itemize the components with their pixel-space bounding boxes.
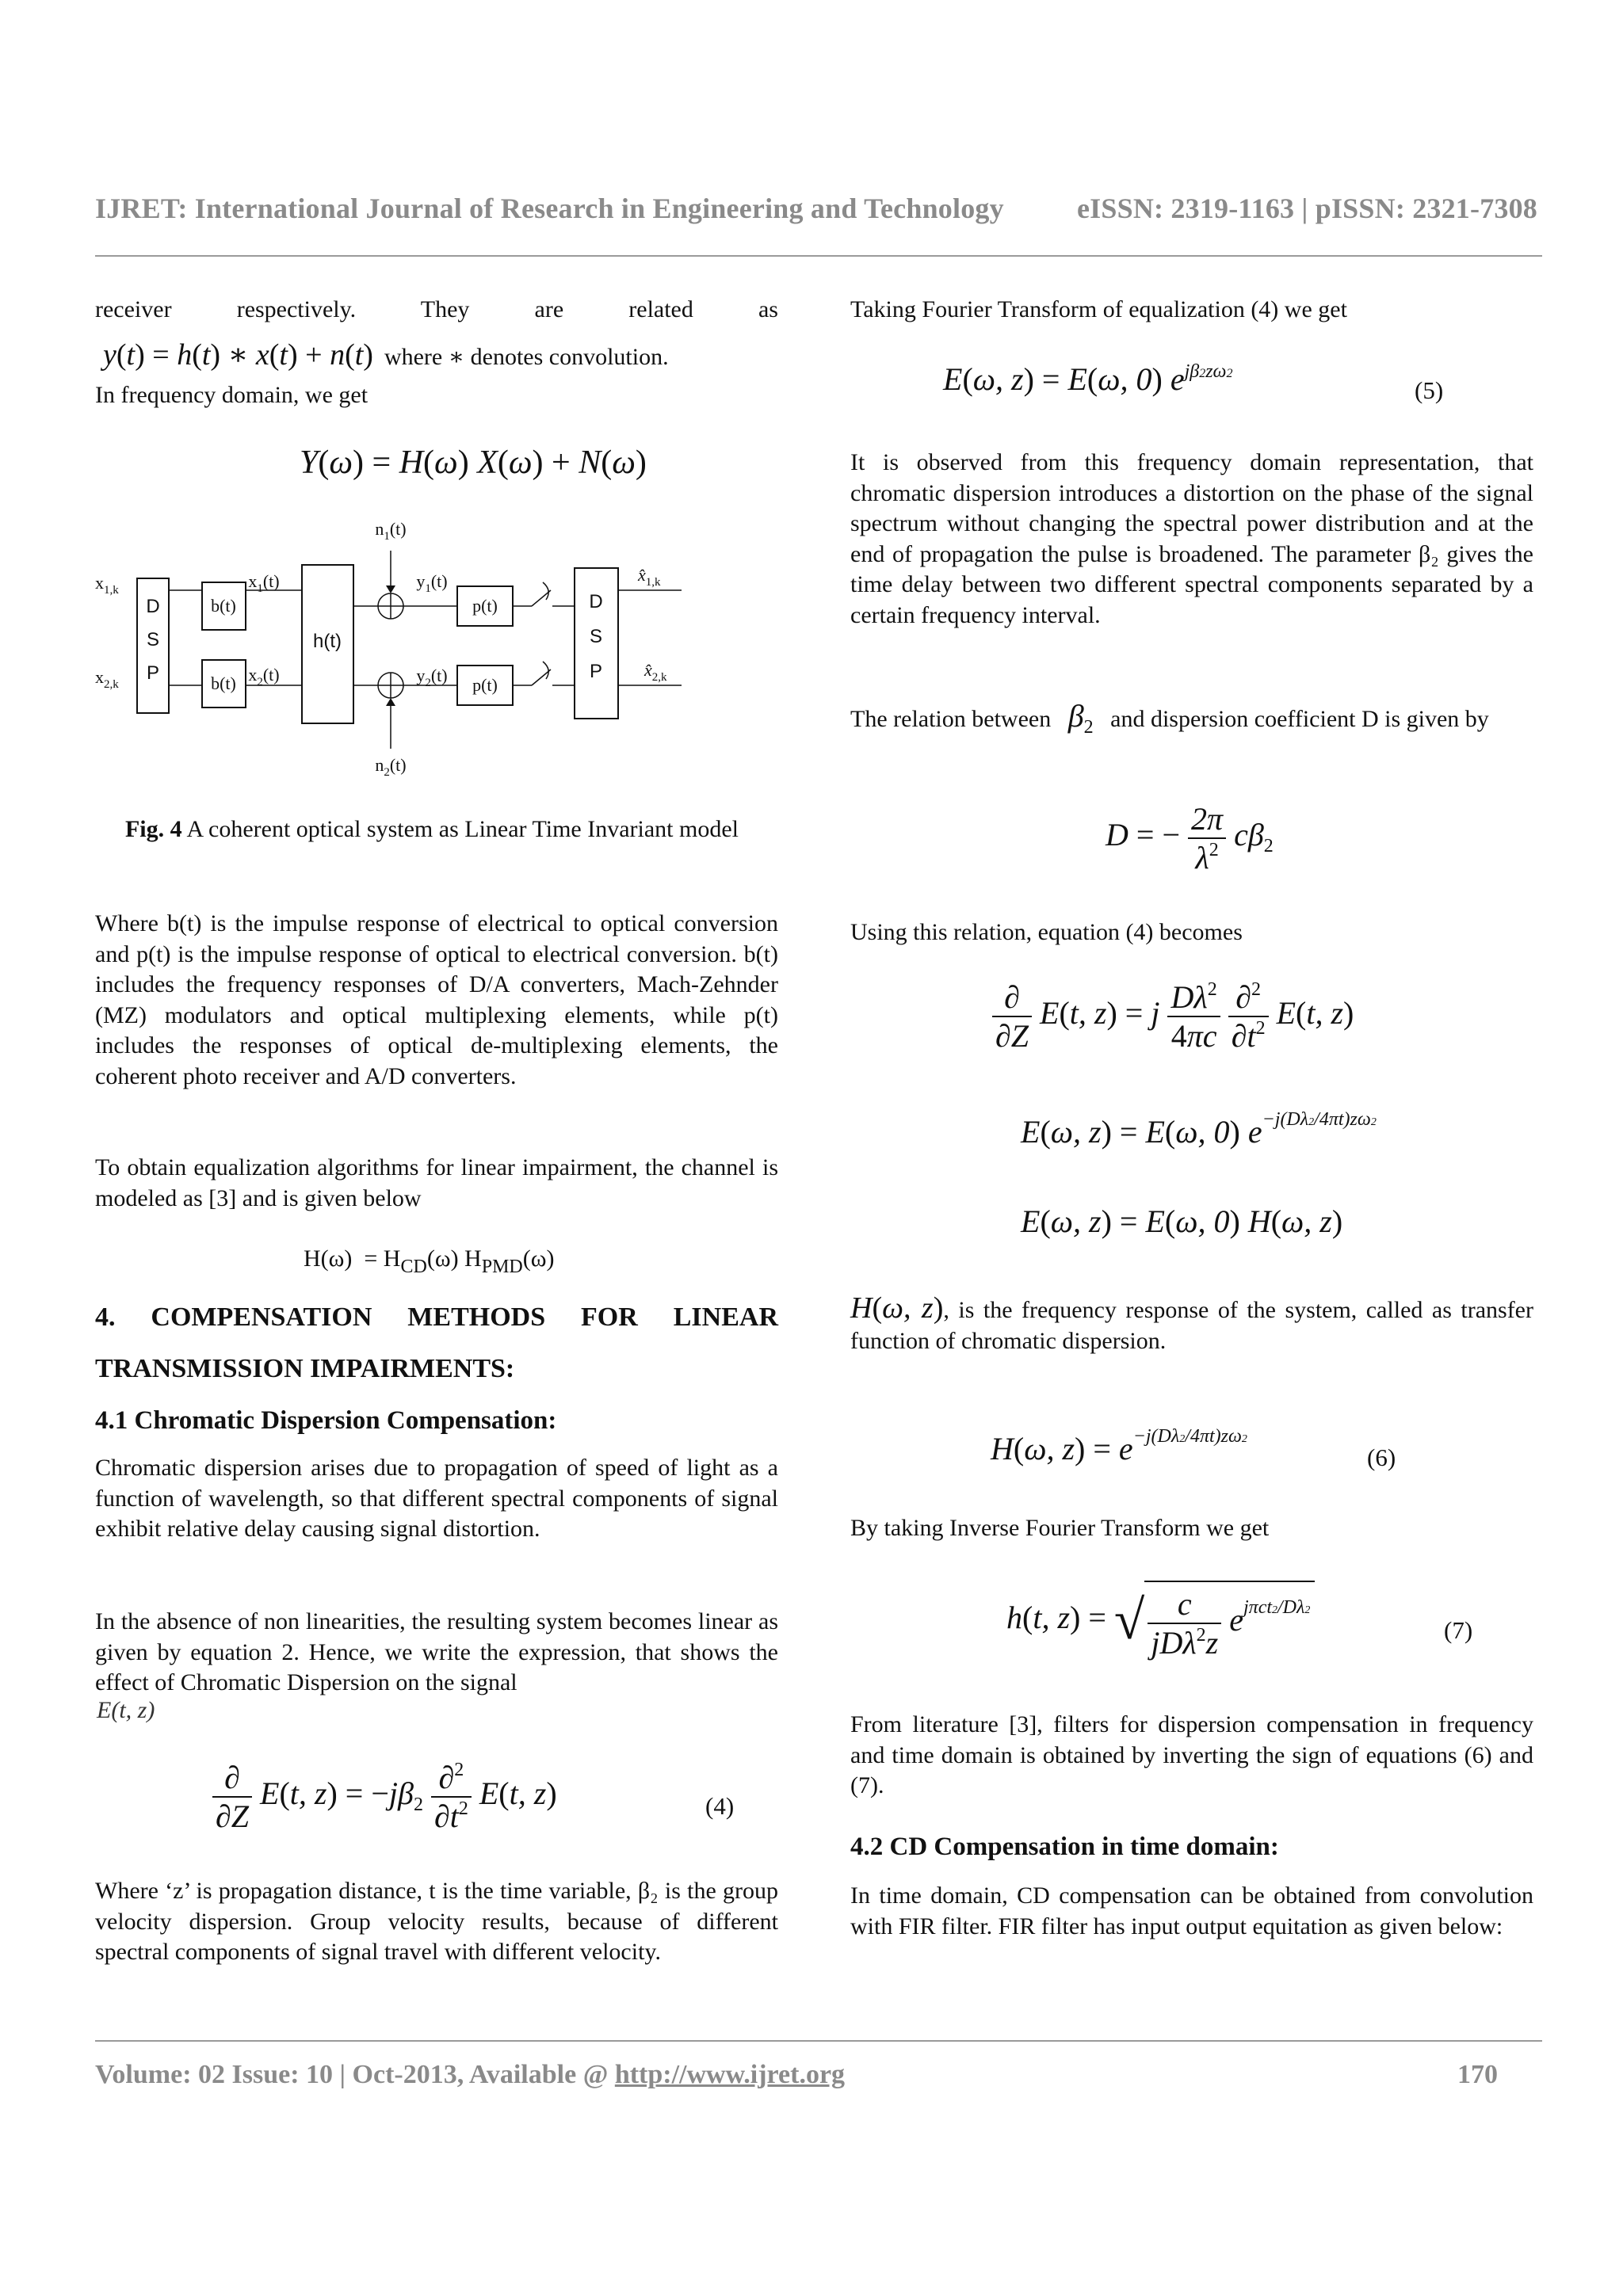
left-para-2: Where b(t) is the impulse response of electrical to optical conversion and p(t) is the impulse response of optical to electrical conversion. b(t) includes the frequency responses of D/A converters, Mach-Zehnder (MZ) modulators and optical multiplexing elements, while p(t) includes the responses of optical de-multiplexing elements, the coherent photo receiver and A/D converters. <box>95 910 778 1089</box>
left-para-1-line1: receiver respectively. They are related as <box>95 296 778 322</box>
left-para-1-line3: In frequency domain, we get <box>95 382 369 408</box>
right-para-2: It is observed from this frequency domain representation, that chromatic dispersion introduces a distortion on the phase of the signal spectrum without changing the spectral power distribution and at the end of propagation the pulse is broadened. The parameter β₂ gives the time delay between two different spectral components separated by a certain frequency interval. <box>850 449 1533 628</box>
equation-7-number: (7) <box>1444 1616 1473 1644</box>
dispersion-coefficient-equation: D = − $\frac{2\pi}{\lambda^2}$ $c\beta_2$ <box>1106 801 1274 875</box>
section-4-heading-line1: 4. COMPENSATION METHODS FOR LINEAR <box>95 1302 778 1332</box>
equation-4-number: (4) <box>705 1792 735 1820</box>
footer-volume-text: Volume: 02 Issue: 10 | Oct-2013, Available @ <box>95 2060 615 2089</box>
frequency-domain-equation: Y(ω) = H(ω) X(ω) + N(ω) <box>300 444 647 481</box>
equation-7: h(t, z) = √ $\frac{c}{jD\lambda^2z}$ $e^{j\pi ct2/D\lambda 2}$ <box>1006 1581 1315 1661</box>
x1t-label: $x_1(t)$ <box>248 571 280 595</box>
figure-4-caption <box>119 814 745 845</box>
issn: eISSN: 2319-1163 | pISSN: 2321-7308 <box>1077 193 1537 224</box>
left-para-6: Where ‘z’ is propagation distance, t is the time variable, β₂ is the group velocity dispersion. Group velocity results, because of different spectral components of signal travel with different velocity. <box>95 1878 778 1965</box>
signal-e-tz: E(t, z) <box>97 1697 155 1723</box>
right-para-8: In time domain, CD compensation can be obtained from convolution with FIR filter. FIR filter has input output equitation as given below: <box>850 1882 1533 1939</box>
page-footer <box>95 2060 1498 2090</box>
y1-label: $y_1(t)$ <box>416 571 448 595</box>
left-para-5: In the absence of non linearities, the resulting system becomes linear as given by equation 2. Hence, we write the expression, that shows the effect of Chromatic Dispersion on the signal <box>95 1608 778 1695</box>
sampler-switch-2 <box>532 669 551 685</box>
equation-5-number: (5) <box>1415 376 1444 404</box>
right-para-6: By taking Inverse Fourier Transform we get <box>850 1515 1270 1541</box>
b2-label: b(t) <box>211 673 236 693</box>
section-4-heading-line2: TRANSMISSION IMPAIRMENTS: <box>95 1354 515 1383</box>
equation-freq-domain-phase: E(ω, z) = E(ω, 0) $e^{-j(D\lambda 2/4\pi t)z\omega 2}$ <box>1021 1109 1377 1150</box>
right-para-3a: The relation between <box>850 706 1052 732</box>
equation-6: H(ω, $z) = e^{-j(D\lambda 2/4\pi t)z\omega 2}$ <box>991 1426 1247 1466</box>
right-para-5: H(ω, z), is the frequency response of the system, called as transfer function of chromatic dispersion. <box>850 1291 1533 1354</box>
input-x2-label: $x_{2,k}$ <box>95 667 119 691</box>
page-header <box>95 192 1537 225</box>
subsection-4-1-heading: 4.1 Chromatic Dispersion Compensation: <box>95 1406 557 1435</box>
equation-4: $\frac{\partial}{\partial Z}$ E(t, $z) = -j\beta_2$ $\frac{\partial^2}{\partial t^2}$ E(t, z) <box>212 1759 557 1835</box>
equation-6-number: (6) <box>1367 1444 1396 1471</box>
subsection-4-2-heading: 4.2 CD Compensation in time domain: <box>850 1833 1279 1861</box>
page-number: 170 <box>1457 2060 1498 2089</box>
x2t-label: $x_2(t)$ <box>248 665 280 688</box>
right-para-7: From literature [3], filters for dispersion compensation in frequency and time domain is obtained by inverting the sign of equations (6) and (7). <box>850 1711 1533 1798</box>
right-para-4: Using this relation, equation (4) becomes <box>850 919 1243 945</box>
footer-divider <box>95 2040 1542 2042</box>
dsp-right-p: P <box>589 661 603 682</box>
equation-transfer-form: E(ω, z) = E(ω, 0) H(ω, z) <box>1021 1203 1343 1239</box>
output-x1-label: $x̂_{1,k}$ <box>638 565 661 589</box>
header-divider <box>95 255 1542 257</box>
p2-label: p(t) <box>472 675 498 695</box>
sampler-switch-1 <box>532 590 551 606</box>
equation-4-rewritten: $\frac{\partial}{\partial Z}$ E(t, z) = j $\frac{D\lambda^2}{4\pi c}$ $\frac{\partial^2}{\partial t^2}$ E(t, z) <box>992 978 1354 1055</box>
dsp-left-p: P <box>146 662 160 684</box>
figure-4-label: Fig. 4 <box>124 816 182 842</box>
convolution-equation: y(t) = h(t) ∗ x(t) + n(t) where ∗ denotes convolution. <box>103 338 669 372</box>
h-label: h(t) <box>313 631 342 652</box>
y2-label: $y_2(t)$ <box>416 666 448 689</box>
right-para-3b: and dispersion coefficient D is given by <box>1110 706 1489 732</box>
dsp-left-s: S <box>146 629 160 650</box>
dsp-left-d: D <box>146 596 160 617</box>
b1-label: b(t) <box>211 596 236 616</box>
coherent-optical-system-diagram <box>91 519 693 788</box>
channel-model-equation: $H(\omega) = H_{CD}(\omega)$ $H_{PMD}(\omega)$ <box>304 1245 555 1277</box>
n1-label: $n_1(t)$ <box>375 519 407 543</box>
convolution-where: where ∗ denotes convolution. <box>384 344 669 370</box>
figure-4-caption-text: A coherent optical system as Linear Time Invariant model <box>181 816 739 842</box>
input-x1-label: $x_{1,k}$ <box>95 573 119 597</box>
right-para-1: Taking Fourier Transform of equalization (4) we get <box>850 296 1347 322</box>
dsp-right-d: D <box>589 591 603 612</box>
p1-label: p(t) <box>472 596 498 616</box>
left-para-3: To obtain equalization algorithms for linear impairment, the channel is modeled as [3] and is given below <box>95 1154 778 1211</box>
journal-title: IJRET: International Journal of Research in Engineering and Technology <box>95 193 1004 224</box>
dsp-right-s: S <box>589 626 603 647</box>
footer-volume <box>95 2060 845 2090</box>
left-para-4: Chromatic dispersion arises due to propagation of speed of light as a function of wavelength, so that different spectral components of signal exhibit relative delay causing signal distortion. <box>95 1455 778 1542</box>
right-para-5-text: , is the frequency response of the system, called as transfer function of chromatic dispersion. <box>850 1297 1533 1354</box>
footer-url-link[interactable]: http://www.ijret.org <box>614 2060 846 2089</box>
n2-label: $n_2(t)$ <box>375 755 407 779</box>
right-para-3-line1: The relation between $\beta_2$ and dispersion coefficient D is given by <box>850 698 1489 738</box>
output-x2-label: $x̂_{2,k}$ <box>644 660 667 684</box>
equation-5: E(ω, z) = E(ω, 0) $e^{j\beta 2z\omega 2}$ <box>943 361 1233 397</box>
